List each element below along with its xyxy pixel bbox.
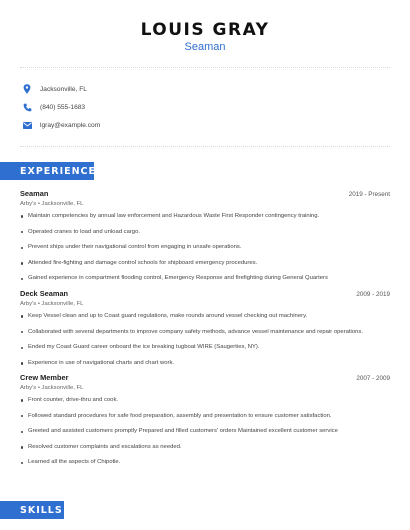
bullet-item: Operated cranes to load and unload cargo.: [20, 229, 390, 236]
bullet-item: Maintain competencies by annual law enforcement and Hazardous Waste First Responder contingency training.: [20, 213, 390, 220]
job-title-heading: Seaman: [184, 41, 226, 53]
bullet-item: Resolved customer complaints and escalations as needed.: [20, 444, 390, 451]
job-company: Arby's • Jacksonville, FL: [20, 385, 84, 391]
contact-location: [22, 82, 87, 96]
bullet-item: Gained experience in compartment flooding control, Emergency Response and firefighting during General Quarters: [20, 275, 390, 282]
job-bullets: [20, 213, 390, 282]
bullet-item: Followed standard procedures for safe food preparation, assembly and presentation to ensure customer satisfaction.: [20, 413, 390, 420]
email-icon: [22, 120, 32, 130]
job-bullets: [20, 397, 390, 466]
contact-email-text: lgray@example.com: [40, 121, 101, 129]
job-company: Arby's • Jacksonville, FL: [20, 301, 84, 307]
contact-phone-text: (840) 555-1683: [40, 103, 86, 111]
phone-icon: [22, 102, 32, 112]
contact-email: [22, 118, 100, 132]
divider: [20, 67, 390, 68]
bullet-item: Greeted and assisted customers promptly Prepared and filled customers' orders Maintained excellent customer service: [20, 428, 390, 435]
bullet-item: Ended my Coast Guard career onboard the ice breaking tugboat WIRE (Saugerties, NY).: [20, 344, 390, 351]
contact-location-text: Jacksonville, FL: [40, 85, 87, 93]
contact-phone: [22, 100, 85, 114]
experience-section-header: EXPERIENCE: [0, 162, 94, 180]
bullet-item: Experience in use of navigational charts and chart work.: [20, 360, 390, 367]
job-title: Seaman: [20, 189, 49, 198]
job-entry: [20, 373, 390, 475]
job-dates: 2007 - 2009: [356, 375, 390, 382]
job-entry: [20, 189, 390, 291]
skills-section-header: SKILLS: [0, 501, 64, 519]
location-pin-icon: [22, 84, 32, 94]
bullet-item: Collaborated with several departments to improve company safety methods, advance vessel maintenance and repair operations.: [20, 329, 390, 336]
job-bullets: [20, 313, 390, 367]
bullet-item: Learned all the aspects of Chipotle.: [20, 459, 390, 466]
job-dates: 2009 - 2019: [356, 291, 390, 298]
bullet-item: Prevent ships under their navigational control from engaging in unsafe operations.: [20, 244, 390, 251]
bullet-item: Attended fire-fighting and damage control schools for shipboard emergency procedures.: [20, 260, 390, 267]
name-heading: LOUIS GRAY: [140, 20, 270, 40]
bullet-item: Front counter, drive-thru and cook.: [20, 397, 390, 404]
job-dates: 2019 - Present: [348, 191, 390, 198]
job-company: Arby's • Jacksonville, FL: [20, 201, 84, 207]
bullet-item: Keep Vessel clean and up to Coast guard regulations, make rounds around vessel checking out machinery.: [20, 313, 390, 320]
job-title: Crew Member: [20, 373, 69, 382]
job-title: Deck Seaman: [20, 289, 69, 298]
divider: [20, 146, 390, 147]
job-entry: [20, 289, 390, 375]
